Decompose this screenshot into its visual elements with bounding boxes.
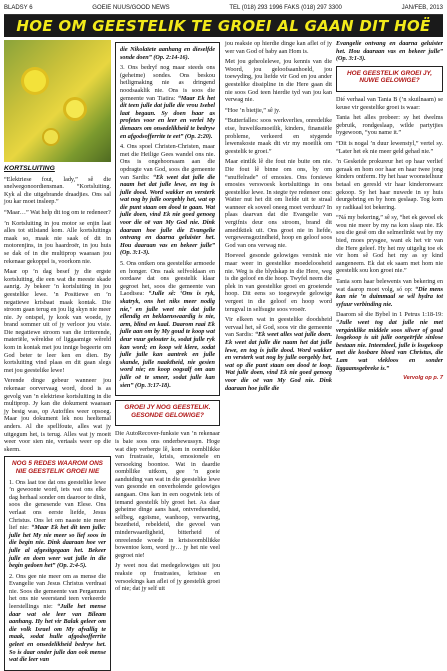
page-header bbox=[4, 2, 443, 15]
paragraph: Jy weet nou dat medegelowiges uit jou reaksie op frustrasies, krisisse en versoekings kan aflei of jy geestelik groei of nie; dat jy self uit bbox=[115, 562, 220, 593]
flower-bloom bbox=[44, 130, 58, 144]
paragraph: “Maar…” Wat help dit tog om te redeneer? bbox=[4, 208, 111, 216]
paragraph: “Hoe ’n bietjie,” sê jy. bbox=[225, 106, 281, 114]
paragraph: Maar eintlik lê die fout nie buite om nie. Die fout lê binne om ons, by om “snuffelrade” of emosies. Ons forsiewe emosies verswoesk kortsluitings in ons geestelike lewe. In stegte tye redeneer ons: Watter nut het dit om liefde uit te straal wanneer ek soveel oneeg moet verduur? In plaas daarvan dat die Evangelie van vergifnis deur ons stroom, brand dit amediktiek uit. Ons groei nie in liefde, vergewensgezindheid, hoop en geloof soos God van ons verwag nie. bbox=[225, 158, 332, 249]
column-2 bbox=[115, 40, 220, 636]
flower-bloom bbox=[24, 70, 46, 92]
article-banner bbox=[4, 15, 443, 37]
paragraph: Verende dinge gebeur wanneer jou rekenaar oorvervaag word, dood is as gevolg van ’n elektriese kortsluiting in die multiprop. Jy kan die dokument waaraan jy besig was, op Autofiles weer opsoeg. Maar jou dokument lek nou heeltemal anders. Al die spellfoute, alles wat jy uitgegum het, is terug. Alles wat jy moeit weer voor sien nie, vertaals weer op die skerm. bbox=[4, 377, 111, 453]
reason-text: 1. Ons laat toe dat ons geestelike lewe ’n gewoonte word, iets wat ons elke dag herhaal sonder om daaroor te dink, soos die genesende van Elese. Ons verlaat ons eerste liefde, Jesus Christus. Ons let om naaste nie meer lief nie: bbox=[9, 478, 106, 532]
box-title: GROEI JY NOG GEESTELIK. GESONDE GELOWIGE? bbox=[124, 404, 211, 419]
issue-date: JAN/FEB, 2013 bbox=[401, 5, 443, 11]
column-4 bbox=[336, 40, 443, 636]
reason-text: 3. Ons bedryf nog maar steeds ons (geheime) sondes. Ons beskou heiligmaking nie as dringend noodsaaklik nie. Ons is soos die gemeente van Tiatira: bbox=[120, 64, 215, 102]
paragraph bbox=[225, 316, 332, 392]
reasons-box bbox=[4, 456, 111, 670]
flower-bloom bbox=[66, 100, 84, 118]
contact-info: TEL (018) 293 1996 FAKS (018) 297 3300 bbox=[229, 5, 342, 11]
scripture-quote: “Julle het mense daar wat ole leer van Bileam aanhang. Hy het vir Balak geleer om die volk Israel om My afvallig te maak, sodat hulle afgodsofferrite geleet en onsedelikheid bedryw het. So is daar onder julle dan ook mense wat die leer van bbox=[9, 603, 106, 664]
paragraph-text: Tania som haar belewenis van bekering en wat daarop moet volg, só op: bbox=[336, 278, 443, 293]
paragraph bbox=[120, 143, 215, 257]
paragraph bbox=[120, 260, 215, 389]
flower-photo bbox=[4, 40, 111, 162]
reason-text: 4. Ons spoel Christen-Christen, maar met die Heilige Gees wandel ons nie. Ons is ongehoorsaam aan die opdragte van God, soos die gemeente van Sardis: bbox=[120, 143, 215, 181]
paragraph bbox=[336, 278, 443, 308]
column-1 bbox=[4, 40, 111, 664]
paragraph: jou reaksie op hierdie dinge kan aflei of jy wer van God of baby aan Hom is. bbox=[225, 40, 332, 55]
paragraph: Hoeveel gesonde gelowiges versink nie maar weer in geestelike moedeloosheid nie. Weg is die blydskap in die Here, weg is die geloof en die hoop. Twyfel neem die plek in van geestelike groei en groeiende hoop. Dit eens so toegewyde gelowige vergeet in die geloof en hoop word terugval in selfsugte soos vroeër. bbox=[225, 252, 332, 313]
scripture-quote: Evangelie ontvang en daarna geluister het. Hou daaraan vas en bekeer julle” (Op. 3:1-3). bbox=[336, 40, 443, 63]
paragraph bbox=[9, 479, 106, 570]
scripture-quote: “Maar Ek het dit teen julle: julle het My nie meer so lief soos in die begin nie. Dink daaraan hoe ver julle al afgesitgegaan het. Bekeer julle en doen weer wat julle in die begin gedoen het” (Op. 2:4-5). bbox=[9, 524, 106, 570]
scripture-quote: die Nikolaïete aanhang en dieselfde sonde doen” (Op. 2:14-16). bbox=[120, 46, 215, 61]
paragraph: “Elektriese fout, lady,” sê die snelwegonoordiensman. “Kortsluiting. Kyk al die uitgebrande draadjies. Ons sal jou kar moet insleep.” bbox=[4, 175, 111, 206]
paragraph bbox=[336, 311, 443, 372]
paragraph: Met jou geheolelewe, jou kennis van die Woord, jou geloofsaanhoeld, jou toewyding, jou liefde vir God en jou ander geestelike dissipline in die Here gaan dit nie soos God teen hierdie tyd van jou kan verwag nie. bbox=[225, 58, 332, 104]
paragraph: Dié verhaal van Tania B (’n skuilnaam) se keuse vir geestelike groei is waar: bbox=[336, 95, 443, 111]
subheading-box bbox=[336, 66, 443, 92]
scripture-quote: “Julle weet tog dat julle nie met vergánklike middele soos silwer of goud losgekoop is uit julle oorgeërfde sinlose bestaan nie. Inteendeel, julle is losgekoop met die kosbare bloed van Christus, die Lam wat vlekloos en sonder liggaamsgebreke is.” bbox=[336, 319, 443, 372]
page-number: BLADSY 6 bbox=[4, 5, 33, 11]
paragraph-text: Daarom sê die Bybel in 1 Petrus 1:18-19: bbox=[336, 311, 443, 319]
box-title: NOG 5 REDES WAAROM ONS NIE GEESTELIK GROEI NIE bbox=[12, 460, 103, 475]
section-heading: KORTSLUITING bbox=[4, 165, 55, 172]
box-title: HOE GEESTELIK GROEI JY, NUWE GELOWIGE? bbox=[347, 69, 432, 85]
reasons-box-continued bbox=[115, 42, 220, 396]
paragraph: ’n Kortsluiting in jou motor se enjin laat alles tot stilstand kom. Alle kortsluitings maak so, maak nie saak of dit in motorenjins, in jou haardroër, in jou huis se dak of in die multiprop waaraan jou rekenaar gekoppel is, voorkom nie. bbox=[4, 219, 111, 265]
subheading-box bbox=[115, 400, 220, 426]
scripture-quote: “Die mens kan nie ’n duimmaal se wil hydra tot syfuur verbinding nie. bbox=[336, 285, 443, 308]
scripture-quote: “Maar Ek het dit teen julle dat julle die vrou Isebel laat begaan. Sy doen haar as profetes voor en leer en verlei My dienaars om onsedelikheid te bedryw en afgodsofferrite te eet” (Op. 2:20). bbox=[120, 94, 215, 140]
reason-text: 5. Ons ontken ons geestelike armoede en honger. Ons raak selfvoldaan en oordaaw dat ons geestelik klaar gegroei het, soos die gemeente van Laodisea: bbox=[120, 260, 215, 298]
paragraph: “Dit is nogal ’n duur lewenstyl,” vertel sy. “Later het ek nie meer geld gehad nie.” bbox=[336, 139, 443, 155]
paragraph: “Ná my bekering,” sê sy, “het ek gevoel ek wou nie meer by my na kon slaap nie. Ek sou die gesê om die selmerlinkt wat by my bied, moes prysgee, want ek het vir van die Here geleef. Hy het my uitgelig toe ek vir hom sê God het my as sy kind aangeneem. Ek dat ek saam met hom nie geestelik sou kon groei nie.” bbox=[336, 214, 443, 275]
paragraph: Tania het alles probeer: sy het dwelms gebruik, rondgeslaap, wilde partytjies bygewoon, “you name it.” bbox=[336, 114, 443, 137]
paragraph: Maar op ’n dag besef jy die ergste kortsluiting, die een wat die meeste skade aanrig. Jy bekeer ’n kortsluiting in jou geestelike lewe. ’n Positiewe en ’n negatiewe krisbaat maak kontak. Die stroom gaan terug en jou lig skyn nie meer nie. Jy ontspel, jy kook van woede, jy brand sommer uit of jy verloor jou visie. Die negatiewe stroom van die irriterende, materiële, wêreldse of liggaamige wêreld kom in kontak met jou innige begeerte om God beter te leer ken en dien. By kortsluiting vind plaas en dit gaan slegs met jou geestelike lewe! bbox=[4, 268, 111, 374]
column-3 bbox=[225, 40, 332, 636]
publication-title: GOEIE NUUS/GOOD NEWS bbox=[92, 5, 170, 11]
paragraph bbox=[9, 573, 106, 664]
article-title: HOE OM GEESTELIK TE GROEI AL GAAN DIT HOË bbox=[16, 17, 431, 35]
paragraph: ’n Geskeide prokureur het op haar verlief geraak en hom oor haar en haar twee jong kinders ontferm. Hy het haar woonstelhuur betaal en geresld vir haar kinderonwarz gekoop. Sy het haar nuwede in sy huis deurgebring en by hom geslaap. Tog kom sy radikaal tot bekering. bbox=[336, 158, 443, 211]
scripture-quote: “Julle sê: ‘Ons is ryk, skatryk, ons het niks meer nodig nie,’ en julle weet nie dat julle ellendig en beklaenswaardig is nie, arm, blind en kaal. Daarom raai Ek julle aan om by My goud te koop wat deur vuur gelouter is, sodat julle ryk kan word; en koop wit klere, sodat julle julle kan aantrek en julle skande, julle naaktheid, nie gesien word nie; en koop oogsalf om aan julle oë te smeer, sodat julle kan sien” (Op. 3:17-18). bbox=[120, 290, 216, 389]
reason-text: 2. Ons gee nie meer om as mense die Evangelie van Jesus Christus verdraai nie. Soos die gemeente van Pergamum het ons nie weerstand teen verkeerde leerstellings nie: bbox=[9, 572, 106, 611]
continued-link[interactable]: Vervolg op p. 7 bbox=[403, 375, 443, 382]
paragraph: “Butterfalles: soos werkverlies, onredelike eise, huweliksmoeilik, kinders, finansiële probleme, verkeerd en stygende lewenskoste maak dit vir my moeilik om geestelik te groei.” bbox=[225, 117, 332, 155]
scripture-quote: “Ek weet alles wat julle doen. Ek weet dat julle die naam het dat julle lewe, en tog is julle dood. Word wakker en versterk wat nog by julle oorgebly het, wat op die punt staan om dood te loop. Wat julle doen, vind Ek nie goed genoeg voor die oë van My God nie. Dink daaraan hoe julle die bbox=[225, 331, 333, 392]
paragraph: Die AutoRecover-funksie van ’n rekenaar is baie soos ons onderbewussyn. Hoge wat diep verberge lê, kom in oombllikke van frustrasie, krisis, emosionele en versoeking boontoe. Wat in daardie oombllike uitkom, gee ’n goeie aanduiding van wat in die geestelike lewe van gesonde en onverholende gelowiges aangaan. Ons kan in een oogwink iets of iemand geestelik bly groei het. As daar geheime dinge aans haat, ontvreduendid, selfbeg, egoïsme, wanhoop, verwaring, bezetheid, rebeldeid, die gevoel van minderwaardigheid, bitterheid of onreelende woede in krisisoombllikke bowentoe kom, word jy… jy het nie veel gegroei nie! bbox=[115, 430, 220, 559]
paragraph bbox=[120, 64, 215, 140]
paragraph-text: Vir elkeen wat in geestelike doodsheid vervaal het, sê God, soos vir die gemeente van Sardis: bbox=[225, 316, 332, 339]
scripture-quote: “Ek weet dat julle die naam het dat julle lewe, en tog is julle dood. Word wakker en versterk wat nog by julle oorgebly het, wat op die punt staan om dood te gaan. Wat julle doen, vind Ek nie goed genoeg voor die oë van My God nie. Dink daaraan hoe julle die Evangelie ontvang en daarna geluister het. Hou daaraan vas en bekeer julle” (Op. 3:1-3). bbox=[120, 173, 216, 257]
